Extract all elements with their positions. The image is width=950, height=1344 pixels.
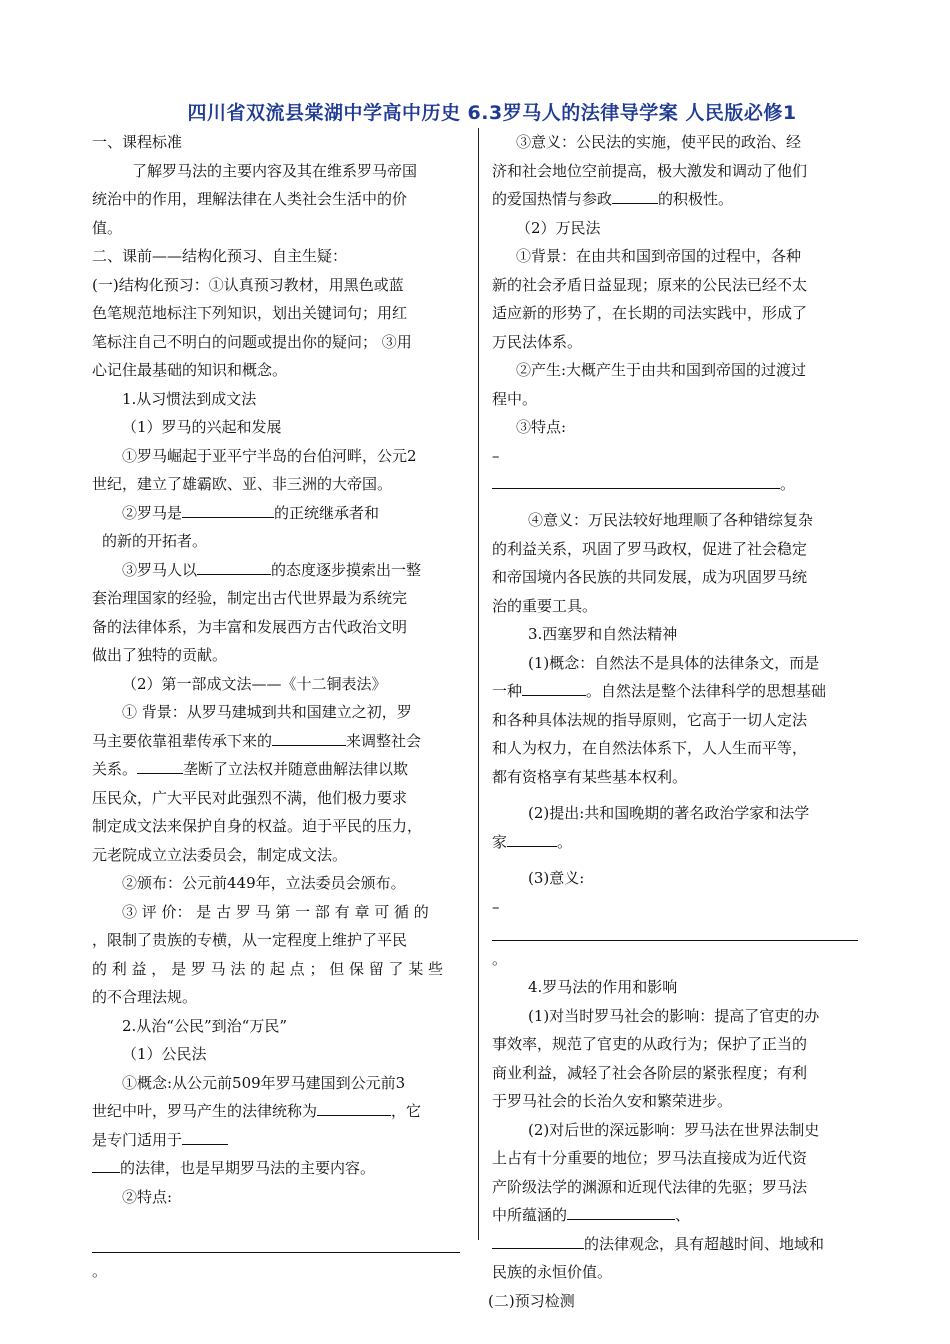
text-span: 世纪中叶，罗马产生的法律统称为 [92, 1102, 318, 1120]
section-heading: 2.从治“公民”到治“万民” [122, 1016, 287, 1035]
text-line [92, 499, 462, 528]
answer-line[interactable] [492, 921, 858, 941]
subsection-heading: （1）公民法 [122, 1045, 207, 1063]
text-line: 笔标注自己不明白的问题或提出你的疑问； ③用 [92, 332, 412, 351]
fill-in-blank[interactable] [272, 728, 346, 746]
text-line [92, 556, 462, 585]
text-line: 的不合理法规。 [92, 988, 198, 1006]
text-span: 垄断了立法权并随意曲解法律以欺 [183, 760, 409, 778]
text-line [492, 1230, 860, 1259]
subsection-heading: （1）罗马的兴起和发展 [122, 418, 282, 436]
text-span: 中所蕴涵的 [492, 1206, 568, 1224]
text-line: 和人为权力，在自然法体系下，人人生而平等， [492, 739, 808, 757]
text-line: 统治中的作用，理解法律在人类社会生活中的价 [92, 190, 408, 208]
fill-in-blank[interactable] [612, 186, 658, 204]
text-span: 来调整社会 [346, 731, 422, 750]
section-heading: 1.从习惯法到成文法 [122, 389, 257, 408]
fill-in-blank[interactable] [92, 1155, 120, 1173]
text-line: 于罗马社会的长治久安和繁荣进步。 [492, 1092, 733, 1110]
text-line [92, 727, 462, 756]
text-line [92, 1126, 462, 1155]
text-line [492, 677, 860, 706]
fill-in-blank[interactable] [182, 1127, 228, 1145]
text-span: 的爱国热情与参政 [492, 190, 613, 208]
text-span: 的积极性。 [658, 190, 734, 208]
text-line: ④意义：万民法较好地理顺了各种错综复杂 [528, 511, 814, 529]
right-column [488, 128, 860, 1315]
text-line: 新的社会矛盾日益显现；原来的公民法已经不太 [492, 275, 808, 294]
text-line: – [492, 897, 500, 916]
section-heading: 4.罗马法的作用和影响 [528, 978, 678, 996]
text-line: 程中。 [492, 389, 538, 408]
text-line [92, 1097, 462, 1126]
text-line: 压民众，广大平民对此强烈不满，他们极力要求 [92, 788, 408, 807]
text-line: 产阶级法学的渊源和近现代法律的先驱；罗马法 [492, 1177, 808, 1196]
text-line: 万民法体系。 [492, 332, 583, 351]
text-span: 。自然法是整个法律科学的思想基础 [586, 682, 827, 700]
text-span: 。 [780, 474, 796, 493]
text-line: ②特点: [122, 1187, 173, 1206]
text-line: ① 背景：从罗马建城到共和国建立之初，罗 [122, 703, 412, 721]
fill-in-blank[interactable] [492, 1231, 584, 1249]
text-line: 色笔规范地标注下列知识，划出关键词句；用红 [92, 304, 408, 322]
section-heading: 3.西塞罗和自然法精神 [528, 625, 678, 643]
text-line: 值。 [92, 218, 123, 237]
text-line: (2)提出:共和国晚期的著名政治学家和法学 [528, 804, 810, 822]
text-line [492, 828, 860, 857]
page-title: 四川省双流县棠湖中学高中历史 6.3罗马人的法律导学案 人民版必修1 [187, 102, 797, 124]
fill-in-blank[interactable] [182, 500, 274, 518]
text-span: 是专门适用于 [92, 1130, 183, 1149]
text-line: 套治理国家的经验，制定出古代世界最为系统完 [92, 589, 408, 607]
text-span: 的法律，也是早期罗马法的主要内容。 [120, 1159, 376, 1177]
text-line: 治的重要工具。 [492, 596, 598, 615]
text-line: 的利益关系，巩固了罗马政权，促进了社会稳定 [492, 539, 808, 558]
answer-line[interactable] [92, 1233, 460, 1253]
text-line [492, 1201, 860, 1230]
text-line: ③意义：公民法的实施，使平民的政治、经 [516, 133, 802, 151]
text-line: 事效率，规范了官吏的从政行为；保护了正当的 [492, 1035, 808, 1053]
fill-in-blank[interactable] [507, 829, 557, 847]
text-line: 适应新的形势了，在长期的司法实践中，形成了 [492, 304, 808, 322]
text-line [492, 185, 860, 214]
fill-in-blank[interactable] [317, 1098, 391, 1116]
text-span: 一种 [492, 682, 523, 700]
text-line: 备的法律体系，为丰富和发展西方古代政治文明 [92, 617, 408, 636]
spacer [492, 856, 860, 864]
text-line: 世纪，建立了雄霸欧、亚、非三洲的大帝国。 [92, 475, 393, 493]
text-span: 的正统继承者和 [274, 503, 380, 522]
spacer [492, 498, 860, 506]
column-divider [478, 128, 479, 1240]
text-line: 了解罗马法的主要内容及其在维系罗马帝国 [132, 161, 418, 180]
text-line: 和帝国境内各民族的共同发展，成为巩固罗马统 [492, 568, 808, 586]
text-span: 的法律观念，具有超越时间、地域和 [584, 1234, 825, 1253]
text-line: (一)结构化预习：①认真预习教材，用黑色或蓝 [92, 275, 404, 294]
text-line: ③特点: [516, 418, 567, 436]
subsection-heading: （2）万民法 [516, 218, 601, 237]
spacer [492, 791, 860, 799]
text-line: 上占有十分重要的地位；罗马法直接成为近代资 [492, 1149, 808, 1167]
spacer [92, 1211, 462, 1233]
text-line: 。 [492, 949, 508, 968]
left-column [92, 128, 462, 1286]
text-line: ②产生:大概产生于由共和国到帝国的过渡过 [516, 361, 807, 379]
fill-in-blank[interactable] [137, 756, 183, 774]
fill-in-blank[interactable] [567, 1202, 675, 1220]
text-line: (1)对当时罗马社会的影响：提高了官吏的办 [528, 1006, 820, 1025]
fill-in-blank[interactable] [492, 471, 780, 489]
text-line: 的 利 益 ， 是 罗 马 法 的 起 点 ； 但 保 留 了 某 些 [92, 959, 444, 978]
text-line: (2)对后世的深远影响：罗马法在世界法制史 [528, 1120, 820, 1139]
text-line: 做出了独特的贡献。 [92, 646, 228, 664]
fill-in-blank[interactable] [197, 557, 271, 575]
subsection-heading: （2）第一部成文法——《十二铜表法》 [122, 674, 387, 693]
text-line: 济和社会地位空前提高，极大激发和调动了他们 [492, 161, 808, 180]
text-line: ①概念:从公元前509年罗马建国到公元前3 [122, 1073, 406, 1092]
text-span: ③罗马人以 [122, 560, 198, 579]
text-span: ②罗马是 [122, 503, 183, 522]
text-line: ①罗马崛起于亚平宁半岛的台伯河畔，公元2 [122, 446, 417, 465]
text-line: ①背景：在由共和国到帝国的过程中，各种 [516, 247, 802, 265]
text-line: ，限制了贵族的专横，从一定程度上维护了平民 [92, 931, 408, 949]
text-line: 心记住最基础的知识和概念。 [92, 361, 288, 379]
text-line: – [492, 446, 500, 465]
text-line: 一、课程标准 [92, 133, 183, 151]
text-line: 商业利益，减轻了社会各阶层的紧张程度；有利 [492, 1063, 808, 1082]
text-span: 的态度逐步摸索出一整 [271, 560, 422, 579]
text-span: 、 [675, 1206, 691, 1224]
fill-in-blank[interactable] [522, 678, 586, 696]
text-line: 元老院成立立法委员会，制定成文法。 [92, 845, 348, 864]
text-line: 都有资格享有某些基本权利。 [492, 767, 688, 786]
text-line [92, 1154, 462, 1183]
text-line: (3)意义: [528, 869, 585, 887]
text-line: (1)概念：自然法不是具体的法律条文，而是 [528, 653, 820, 672]
text-line [492, 470, 860, 499]
section-heading: (二)预习检测 [488, 1291, 575, 1310]
text-span: 关系。 [92, 760, 138, 778]
text-line: 民族的永恒价值。 [492, 1263, 613, 1281]
text-line: 。 [92, 1262, 108, 1280]
text-line: ②颁布：公元前449年，立法委员会颁布。 [122, 874, 406, 892]
text-span: 家 [492, 832, 508, 851]
text-line: 二、课前——结构化预习、自主生疑： [92, 247, 348, 265]
text-line: ③ 评 价： 是 古 罗 马 第 一 部 有 章 可 循 的 [122, 902, 429, 921]
text-span: 马主要依靠祖辈传承下来的 [92, 731, 273, 750]
text-line: 的新的开拓者。 [102, 532, 208, 550]
text-line: 和各种具体法规的指导原则，它高于一切人定法 [492, 710, 808, 729]
text-span: 。 [557, 832, 573, 851]
text-line: 制定成文法来保护自身的权益。迫于平民的压力， [92, 817, 423, 835]
text-span: ，它 [391, 1102, 422, 1120]
text-line [92, 755, 462, 784]
